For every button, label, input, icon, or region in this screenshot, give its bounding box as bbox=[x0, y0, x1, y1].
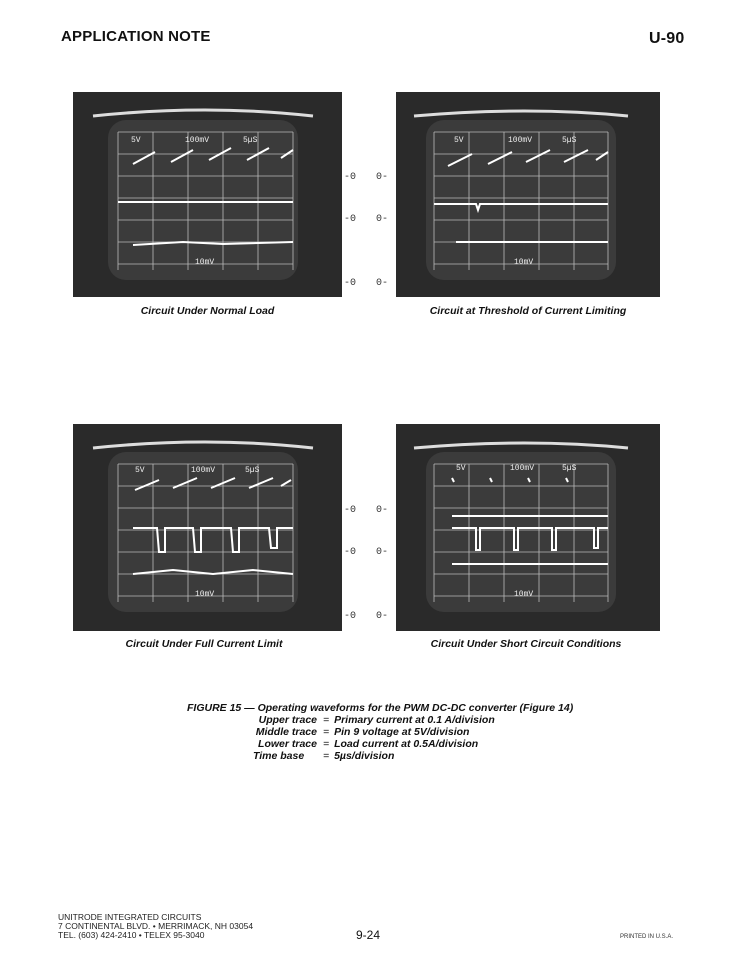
printed-in: PRINTED IN U.S.A. bbox=[620, 934, 674, 940]
trace-desc: 5µs/division bbox=[334, 750, 395, 762]
footer-address: 7 CONTINENTAL BLVD. • MERRIMACK, NH 03054 bbox=[58, 921, 254, 931]
marker-4a: 0- bbox=[376, 505, 389, 516]
marker-3b: -0 bbox=[344, 547, 357, 558]
scope-label-millivolts-4: 100mV bbox=[510, 464, 535, 473]
trace-name: Time base bbox=[253, 750, 305, 762]
scope-label-bottom-3: 10mV bbox=[195, 590, 215, 599]
scope-label-bottom-1: 10mV bbox=[195, 258, 215, 267]
trace-row-timebase bbox=[253, 750, 394, 762]
scope-label-millivolts-1: 100mV bbox=[185, 136, 210, 145]
marker-4b: 0- bbox=[376, 547, 389, 558]
marker-4c: 0- bbox=[376, 611, 389, 622]
marker-2a: 0- bbox=[376, 172, 389, 183]
scope-screen-2 bbox=[396, 92, 660, 297]
marker-3c: -0 bbox=[344, 611, 357, 622]
trace-name: Middle trace bbox=[255, 726, 317, 738]
scope-label-millivolts-3: 100mV bbox=[191, 466, 216, 475]
oscilloscope-photo-3 bbox=[73, 424, 342, 631]
scope-label-volts-3: 5V bbox=[135, 466, 145, 475]
scope-label-time-1: 5µS bbox=[243, 136, 258, 145]
trace-row-middle bbox=[253, 726, 469, 738]
scope-screen-4 bbox=[396, 424, 660, 631]
marker-2b: 0- bbox=[376, 214, 389, 225]
marker-1c: -0 bbox=[344, 278, 357, 289]
caption-1: Circuit Under Normal Load bbox=[140, 305, 275, 317]
scope-screen-3 bbox=[73, 424, 342, 631]
scope-label-time-2: 5µS bbox=[562, 136, 577, 145]
trace-desc: Primary current at 0.1 A/division bbox=[334, 714, 495, 726]
scope-label-millivolts-2: 100mV bbox=[508, 136, 533, 145]
caption-4: Circuit Under Short Circuit Conditions bbox=[430, 638, 622, 650]
oscilloscope-photo-1 bbox=[73, 92, 342, 297]
marker-3a: -0 bbox=[344, 505, 357, 516]
scope-label-volts-4: 5V bbox=[456, 464, 466, 473]
marker-1a: -0 bbox=[344, 172, 357, 183]
figure-title: FIGURE 15 — Operating waveforms for the PWM DC-DC converter (Figure 14) bbox=[187, 702, 574, 714]
trace-eq: = bbox=[323, 738, 330, 750]
footer-phone: TEL. (603) 424-2410 • TELEX 95-3040 bbox=[58, 930, 205, 940]
page-number: 9-24 bbox=[356, 928, 381, 942]
header-left: APPLICATION NOTE bbox=[61, 28, 211, 45]
trace-eq: = bbox=[323, 750, 330, 762]
trace-row-upper bbox=[253, 714, 495, 726]
footer-company: UNITRODE INTEGRATED CIRCUITS bbox=[58, 912, 202, 922]
scope-label-volts-1: 5V bbox=[131, 136, 141, 145]
caption-3: Circuit Under Full Current Limit bbox=[125, 638, 283, 650]
scope-label-time-4: 5µS bbox=[562, 464, 577, 473]
scope-label-volts-2: 5V bbox=[454, 136, 464, 145]
scope-label-bottom-4: 10mV bbox=[514, 590, 534, 599]
marker-1b: -0 bbox=[344, 214, 357, 225]
scope-screen-1 bbox=[73, 92, 342, 297]
header-right: U-90 bbox=[649, 30, 685, 47]
trace-eq: = bbox=[323, 714, 330, 726]
trace-name: Lower trace bbox=[258, 738, 317, 750]
oscilloscope-photo-2 bbox=[396, 92, 660, 297]
scope-label-time-3: 5µS bbox=[245, 466, 260, 475]
trace-eq: = bbox=[323, 726, 330, 738]
trace-name: Upper trace bbox=[258, 714, 317, 726]
caption-2: Circuit at Threshold of Current Limiting bbox=[429, 305, 627, 317]
scope-label-bottom-2: 10mV bbox=[514, 258, 534, 267]
marker-2c: 0- bbox=[376, 278, 389, 289]
trace-desc: Pin 9 voltage at 5V/division bbox=[334, 726, 470, 738]
trace-desc: Load current at 0.5A/division bbox=[334, 738, 479, 750]
trace-row-lower bbox=[253, 738, 478, 750]
oscilloscope-photo-4 bbox=[396, 424, 660, 631]
